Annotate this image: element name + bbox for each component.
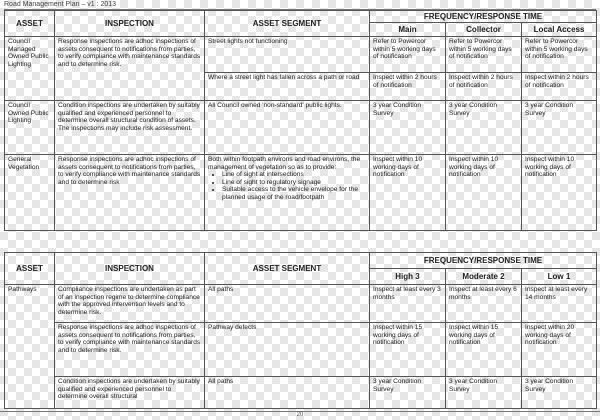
frequency-cell: Inspect at least every 3 months	[370, 285, 446, 323]
header-asset-segment: ASSET SEGMENT	[205, 11, 370, 37]
pathways-table	[4, 252, 597, 409]
frequency-cell: Inspect within 2 hours of notification	[370, 73, 446, 101]
segment-cell	[205, 155, 370, 231]
table-row	[5, 285, 597, 323]
asset-cell: Pathways	[5, 285, 55, 409]
table-row	[5, 323, 597, 377]
header-collector: Collector	[446, 23, 522, 37]
inspection-cell: Response inspections are adhoc inspections of assets consequent to notifications from parties, to verify compliance with maintenance standards and to determine risk	[55, 155, 205, 231]
frequency-cell: Refer to Powercor within 5 working days of notification	[446, 37, 522, 73]
segment-cell: Pathway defects	[205, 323, 370, 377]
header-frequency: FREQUENCY/RESPONSE TIME	[370, 253, 597, 269]
frequency-cell: 3 year Condition Survey	[446, 101, 522, 155]
page-number: 20	[0, 411, 600, 418]
header-frequency: FREQUENCY/RESPONSE TIME	[370, 11, 597, 23]
header-inspection: INSPECTION	[55, 11, 205, 37]
list-item: • Line of sight at intersections	[222, 171, 366, 179]
frequency-cell: Inspect within 20 working days of notification	[522, 323, 597, 377]
header-asset: ASSET	[5, 253, 55, 285]
lighting-vegetation-table	[4, 10, 597, 231]
frequency-cell: Inspect at least every 6 months	[446, 285, 522, 323]
inspection-cell: Condition inspections are undertaken by suitably qualified and experienced personnel to determine overall structural condition of assets. The inspections may include risk assessment.	[55, 101, 205, 155]
table-row	[5, 101, 597, 155]
table-row	[5, 37, 597, 73]
header-asset-segment: ASSET SEGMENT	[205, 253, 370, 285]
list-item: • Suitable access to the vehicle envelope for the planned usage of the road/footpath	[222, 186, 366, 201]
inspection-cell: Response inspections are adhoc inspections of assets consequent to notifications from parties, to verify compliance with maintenance standards and to determine risk.	[55, 37, 205, 101]
table-row	[5, 155, 597, 231]
header-inspection: INSPECTION	[55, 253, 205, 285]
header-low: Low 1	[522, 269, 597, 285]
inspection-cell: Compliance inspections are undertaken as part of an inspection regime to determine compliance with the approved intervention levels and to determine risk.	[55, 285, 205, 323]
header-moderate: Moderate 2	[446, 269, 522, 285]
asset-cell: General Vegetation	[5, 155, 55, 231]
header-local-access: Local Access	[522, 23, 597, 37]
frequency-cell: Inspect within 15 working days of notification	[446, 323, 522, 377]
frequency-cell: Refer to Powercor within 5 working days of notification	[370, 37, 446, 73]
segment-bullet-list	[208, 171, 366, 201]
frequency-cell: 3 year Condition Survey	[370, 377, 446, 409]
list-item: • Line of sight to regulatory signage	[222, 179, 366, 187]
frequency-cell: Refer to Powercor within 5 working days of notification	[522, 37, 597, 73]
inspection-cell: Response inspections are adhoc inspections of assets consequent to notifications from parties, to verify compliance with maintenance standards and to determine risk.	[55, 323, 205, 377]
frequency-cell: 3 year Condition Survey	[522, 101, 597, 155]
table-row	[5, 377, 597, 409]
frequency-cell: 3 year Condition Survey	[446, 377, 522, 409]
frequency-cell: Inspect within 10 working days of notification	[522, 155, 597, 231]
header-asset: ASSET	[5, 11, 55, 37]
header-main: Main	[370, 23, 446, 37]
document-header: Road Management Plan – v1 : 2013	[4, 1, 596, 10]
header-high: High 3	[370, 269, 446, 285]
inspection-cell: Condition inspections are undertaken by suitably qualified and experienced personnel to determine overall structural	[55, 377, 205, 409]
frequency-cell: Inspect within 2 hours of notification	[446, 73, 522, 101]
segment-cell: All Council owned 'non-standard' public lights.	[205, 101, 370, 155]
segment-cell: Where a street light has fallen across a path or road	[205, 73, 370, 101]
segment-intro: Both within footpath environs and road environs, the management of vegetation so as to provide:	[208, 156, 361, 171]
frequency-cell: 3 year Condition Survey	[522, 377, 597, 409]
frequency-cell: Inspect at least every 14 months	[522, 285, 597, 323]
asset-cell: Council Owned Public Lighting	[5, 101, 55, 155]
frequency-cell: Inspect within 15 working days of notification	[370, 323, 446, 377]
asset-cell: Council Managed Owned Public Lighting	[5, 37, 55, 101]
frequency-cell: 3 year Condition Survey	[370, 101, 446, 155]
segment-cell: Street lights not functioning	[205, 37, 370, 73]
segment-cell: All paths	[205, 285, 370, 323]
frequency-cell: Inspect within 10 working days of notification	[370, 155, 446, 231]
frequency-cell: Inspect within 10 working days of notification	[446, 155, 522, 231]
frequency-cell: Inspect within 2 hours of notification	[522, 73, 597, 101]
segment-cell: All paths	[205, 377, 370, 409]
